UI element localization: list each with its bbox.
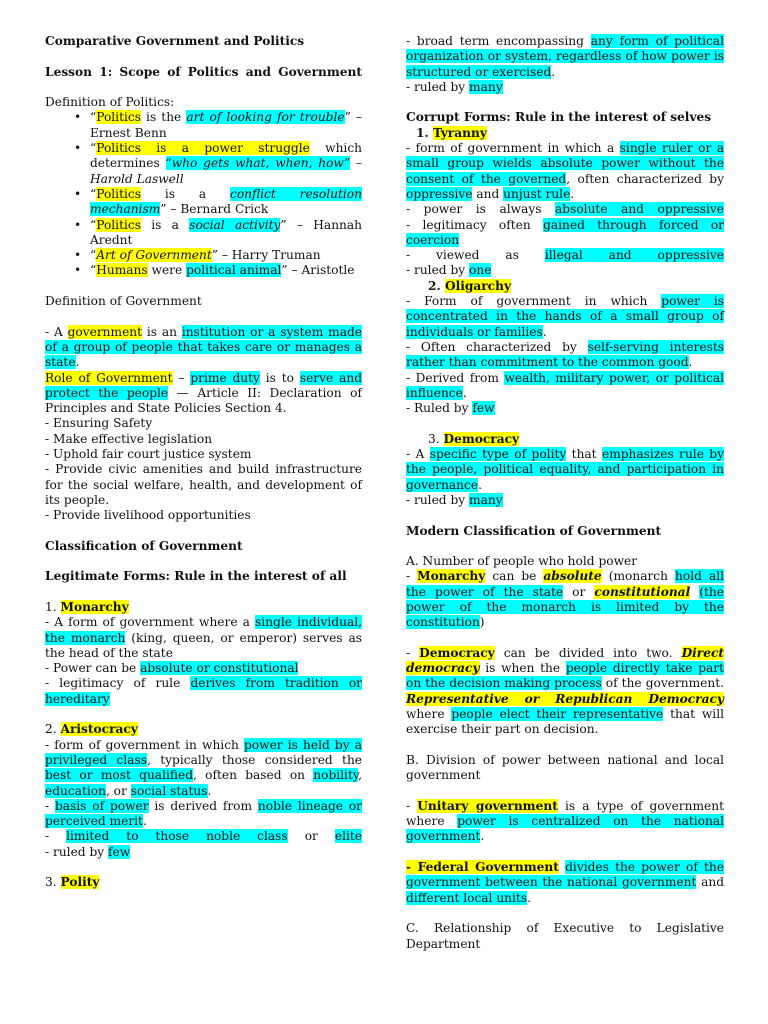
monarchy-classification: - Monarchy can be absolute (monarch hold all the power of the state or constitutional (the power of the monarch is limited by the constitution) [406,569,725,630]
list-item: • “Politics is a power struggle which determines “who gets what, when, how” – Harold Laswell [90,141,362,187]
section-a-heading: A. Number of people who hold power [406,554,638,569]
aristocracy-line: - limited to those noble class or elite [45,829,362,844]
role-item: - Ensuring Safety [45,416,153,431]
oligarchy-line: - Form of government in which power is concentrated in the hands of a small group of individuals or families. [406,294,725,339]
role-item: - Uphold fair court justice system [45,447,252,462]
aristocracy-line: - ruled by few [45,844,131,859]
oligarchy-line: - Ruled by few [406,401,495,416]
oligarchy-line: - Derived from wealth, military power, or political influence. [406,370,724,400]
democracy-line: - A specific type of polity that emphasizes rule by the people, political equality, and participation in governance. [406,447,724,492]
left-column [45,34,362,891]
unitary-government: - Unitary government is a type of government where power is centralized on the national government. [406,798,724,844]
democracy-classification: - Democracy can be divided into two. Direct democracy is when the people directly take part on the decision making process of the government. Representative or Republican Democracy where people elect their representative that will exercise their part on decision. [406,645,725,737]
federal-government: - Federal Government divides the power of the government between the national government and different local units. [406,860,724,905]
right-column [406,34,724,952]
politics-definition-list [45,110,362,278]
monarchy-line: - A form of government where a single individual, the monarch (king, queen, or emperor) serves as the head of the state [45,615,362,660]
role-item: - Make effective legislation [45,431,213,446]
oligarchy-title: 2. Oligarchy [428,278,512,293]
modern-classification-heading: Modern Classification of Government [406,523,662,538]
monarchy-line: - Power can be absolute or constitutional [45,661,299,676]
polity-line: - broad term encompassing any form of political organization or system, regardless of how power is structured or exercised. [406,34,724,79]
government-definition-heading: Definition of Government [45,294,202,309]
aristocracy-line: - basis of power is derived from noble lineage or perceived merit. [45,798,362,829]
list-item: • “Politics is the art of looking for trouble” – Ernest Benn [90,110,362,141]
polity-line: - ruled by many [406,79,503,94]
tyranny-line: - ruled by one [406,263,492,278]
democracy-line: - ruled by many [406,492,503,507]
tyranny-line: - form of government in which a single ruler or a small group wields absolute power without the consent of the governed, often characterized by oppressive and unjust rule. [406,141,724,201]
list-item: • “Art of Government” – Harry Truman [90,248,362,263]
corrupt-forms-heading: Corrupt Forms: Rule in the interest of selves [406,110,712,125]
tyranny-line: - legitimacy often gained through forced or coercion [406,217,725,247]
role-of-government: Role of Government – prime duty is to serve and protect the people — Article II: Declaration of Principles and State Policies Section 4. [45,370,362,416]
polity-title: 3. Polity [45,875,100,890]
document-title: Comparative Government and Politics [45,34,305,48]
aristocracy-line: - form of government in which power is held by a privileged class, typically those considered the best or most qualified, often based on nobility, education, or social status. [45,737,363,798]
government-definition: - A government is an institution or a system made of a group of people that takes care or manages a state. [45,324,363,370]
role-item: - Provide civic amenities and build infrastructure for the social welfare, health, and development of its people. [45,462,362,507]
tyranny-title: 1. Tyranny [416,125,487,140]
tyranny-line: - viewed as illegal and oppressive [406,248,725,263]
democracy-title: 3. Democracy [428,431,520,446]
monarchy-title: 1. Monarchy [45,599,129,614]
list-item: • “Humans were political animal” – Aristotle [90,263,362,278]
oligarchy-line: - Often characterized by self-serving interests rather than commitment to the common good. [406,339,724,370]
list-item: • “Politics is a social activity” – Hannah Arednt [90,218,362,249]
classification-heading: Classification of Government [45,538,243,553]
tyranny-line: - power is always absolute and oppressive [406,202,724,217]
lesson-title: Lesson 1: Scope of Politics and Government [45,64,362,79]
list-item: • “Politics is a conflict resolution mechanism” – Bernard Crick [90,187,362,218]
role-item: - Provide livelihood opportunities [45,508,251,523]
legitimate-forms-heading: Legitimate Forms: Rule in the interest of all [45,569,347,584]
section-c-heading: C. Relationship of Executive to Legislative Department [406,921,724,951]
monarchy-line: - legitimacy of rule derives from tradition or hereditary [45,676,362,706]
politics-definition-heading: Definition of Politics: [45,95,175,110]
aristocracy-title: 2. Aristocracy [45,722,138,737]
section-b-heading: B. Division of power between national and local government [406,752,724,783]
